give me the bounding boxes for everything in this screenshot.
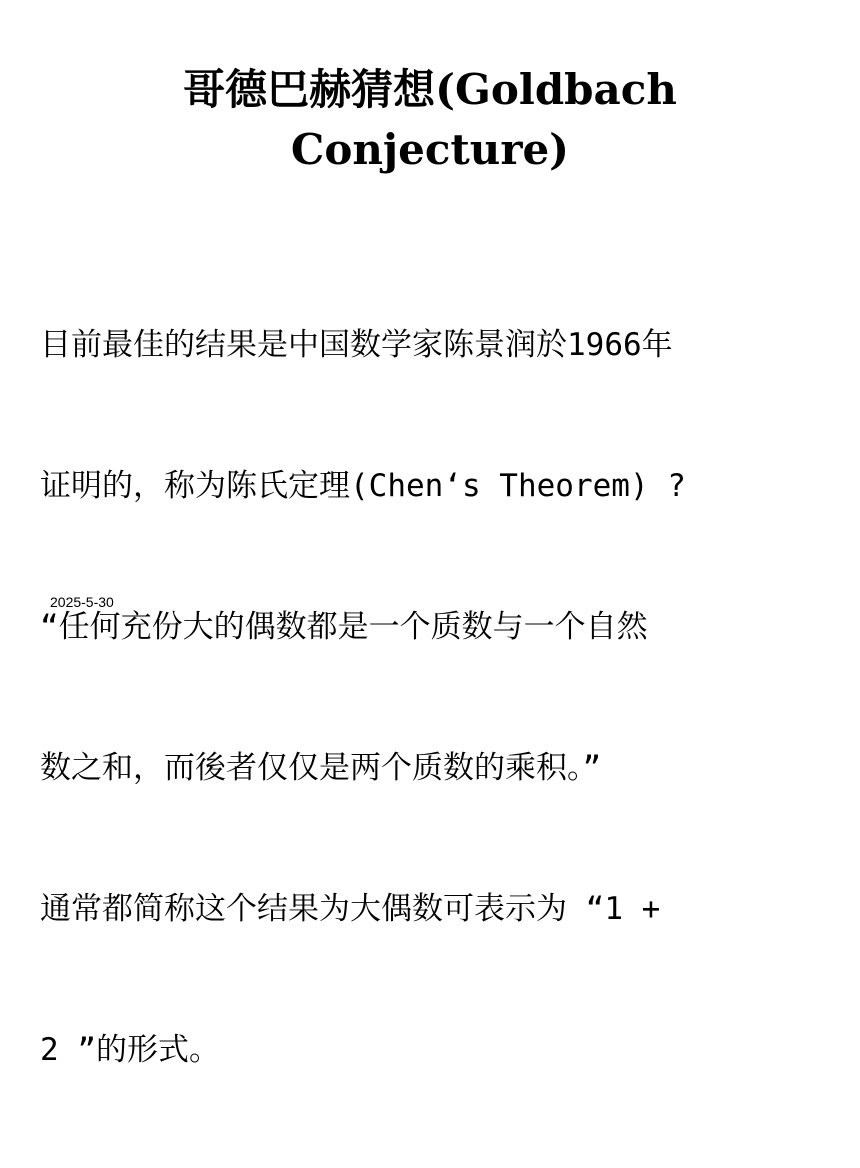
slide-body [40,228,820,1168]
slide-date: 2025-5-30 [50,594,114,610]
body-line-4: 数之和，而後者仅仅是两个质数的乘积。” [40,750,602,786]
slide-title [80,60,780,180]
slide-title-line-1: 哥德巴赫猜想(Goldbach [183,65,677,114]
body-line-2: 证明的，称为陈氏定理(Chen‘s Theorem) ? [40,468,686,504]
body-line-6: 2 ”的形式。 [40,1032,220,1068]
body-line-3: “任何充份大的偶数都是一个质数与一个自然 [40,609,648,645]
body-line-5: 通常都简称这个结果为大偶数可表示为 “1 + [40,891,661,927]
body-line-1: 目前最佳的结果是中国数学家陈景润於1966年 [40,327,673,363]
slide-title-line-2: Conjecture) [290,125,570,174]
